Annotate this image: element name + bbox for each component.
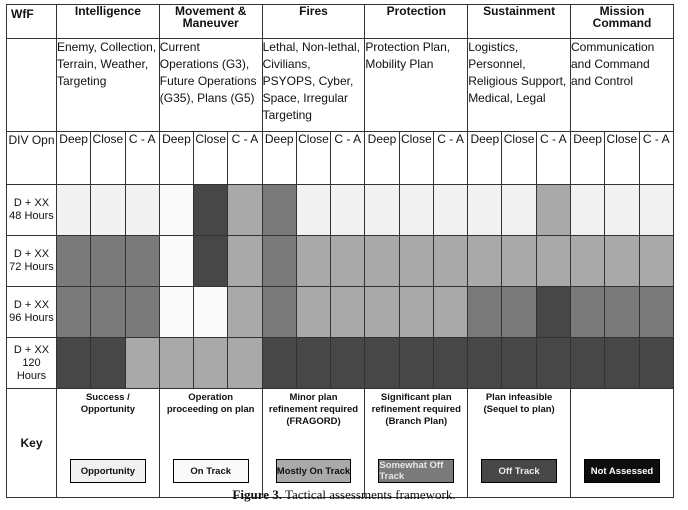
status-cell-mostly-on-track [159, 338, 193, 389]
status-cell-opportunity [468, 185, 502, 236]
sustainment-description: Logistics, Personnel, Religious Support, Medical, Legal [468, 39, 571, 132]
sub-column-close-header: Close [194, 132, 228, 185]
status-cell-opportunity [433, 185, 467, 236]
time-row [7, 185, 674, 236]
status-cell-opportunity [331, 185, 365, 236]
status-cell-opportunity [502, 185, 536, 236]
status-cell-opportunity [125, 185, 159, 236]
status-cell-off-track [194, 185, 228, 236]
status-cell-off-track [536, 287, 570, 338]
status-cell-opportunity [91, 185, 125, 236]
sub-column-deep-header: Deep [57, 132, 91, 185]
status-cell-opportunity [296, 185, 330, 236]
status-cell-mostly-on-track [228, 236, 262, 287]
key-caption: Plan infeasible (Sequel to plan) [483, 392, 555, 415]
status-cell-mostly-on-track [194, 338, 228, 389]
key-label: Key [7, 389, 57, 498]
status-cell-somewhat-off-track [57, 236, 91, 287]
wff-intelligence-header: Intelligence [57, 5, 160, 39]
status-cell-on-track [159, 287, 193, 338]
sub-column-deep-header: Deep [365, 132, 399, 185]
status-cell-off-track [262, 338, 296, 389]
status-cell-off-track [570, 338, 604, 389]
status-cell-mostly-on-track [365, 236, 399, 287]
wff-sustainment-header: Sustainment [468, 5, 571, 39]
key-caption: Success / Opportunity [80, 392, 136, 415]
status-cell-somewhat-off-track [468, 287, 502, 338]
status-cell-somewhat-off-track [262, 236, 296, 287]
key-caption: Operation proceeding on plan [166, 392, 255, 415]
sub-column-row [7, 132, 674, 185]
wff-description-row [7, 39, 674, 132]
status-cell-off-track [433, 338, 467, 389]
status-cell-mostly-on-track [331, 287, 365, 338]
status-cell-mostly-on-track [331, 236, 365, 287]
status-cell-off-track [91, 338, 125, 389]
status-cell-off-track [605, 338, 639, 389]
status-cell-off-track [639, 338, 673, 389]
figure-number: Figure 3. [232, 487, 282, 502]
status-cell-opportunity [570, 185, 604, 236]
status-cell-mostly-on-track [228, 338, 262, 389]
key-swatch-somewhat-off-track: Somewhat Off Track [378, 459, 454, 483]
status-cell-mostly-on-track [639, 236, 673, 287]
time-row [7, 287, 674, 338]
key-item-off-track [468, 389, 571, 498]
status-cell-somewhat-off-track [570, 287, 604, 338]
status-cell-somewhat-off-track [57, 287, 91, 338]
key-caption: Significant plan refinement required (Branch Plan) [371, 392, 461, 427]
status-cell-on-track [159, 236, 193, 287]
movement-maneuver-description: Current Operations (G3), Future Operations (G35), Plans (G5) [159, 39, 262, 132]
sub-column-deep-header: Deep [159, 132, 193, 185]
key-item-not-assessed [570, 389, 673, 498]
figure-caption [0, 487, 688, 503]
key-swatch-off-track: Off Track [481, 459, 557, 483]
time-label: D + XX 96 Hours [7, 287, 57, 338]
sub-column-deep-header: Deep [262, 132, 296, 185]
status-cell-mostly-on-track [228, 287, 262, 338]
sub-column-deep-header: Deep [570, 132, 604, 185]
key-swatch-opportunity: Opportunity [70, 459, 146, 483]
status-cell-off-track [468, 338, 502, 389]
status-cell-mostly-on-track [570, 236, 604, 287]
status-cell-opportunity [605, 185, 639, 236]
sub-column-ca-header: C - A [125, 132, 159, 185]
key-item-on-track [159, 389, 262, 498]
sub-column-close-header: Close [605, 132, 639, 185]
status-cell-mostly-on-track [433, 287, 467, 338]
sub-column-close-header: Close [91, 132, 125, 185]
fires-description: Lethal, Non-lethal, Civilians, PSYOPS, Cyber, Space, Irregular Targeting [262, 39, 365, 132]
status-cell-mostly-on-track [228, 185, 262, 236]
status-cell-opportunity [399, 185, 433, 236]
key-item-opportunity [57, 389, 160, 498]
status-cell-opportunity [365, 185, 399, 236]
status-cell-mostly-on-track [296, 236, 330, 287]
description-corner-cell [7, 39, 57, 132]
status-cell-somewhat-off-track [262, 287, 296, 338]
status-cell-on-track [159, 185, 193, 236]
sub-column-ca-header: C - A [536, 132, 570, 185]
key-caption: Minor plan refinement required (FRAGORD) [268, 392, 359, 427]
sub-column-ca-header: C - A [433, 132, 467, 185]
figure-title: Tactical assessments framework. [285, 487, 456, 502]
key-item-mostly-on-track [262, 389, 365, 498]
status-cell-mostly-on-track [536, 185, 570, 236]
status-cell-somewhat-off-track [502, 287, 536, 338]
status-cell-off-track [399, 338, 433, 389]
status-cell-mostly-on-track [296, 287, 330, 338]
status-cell-off-track [331, 338, 365, 389]
sub-column-ca-header: C - A [228, 132, 262, 185]
time-label: D + XX 72 Hours [7, 236, 57, 287]
key-item-somewhat-off-track [365, 389, 468, 498]
sub-column-ca-header: C - A [639, 132, 673, 185]
status-cell-off-track [194, 236, 228, 287]
assessment-table [6, 4, 674, 498]
key-swatch-not-assessed: Not Assessed [584, 459, 660, 483]
protection-description: Protection Plan, Mobility Plan [365, 39, 468, 132]
wff-fires-header: Fires [262, 5, 365, 39]
intelligence-description: Enemy, Collection, Terrain, Weather, Targeting [57, 39, 160, 132]
wff-corner-label: WfF [7, 5, 57, 39]
status-cell-mostly-on-track [433, 236, 467, 287]
status-cell-mostly-on-track [365, 287, 399, 338]
assessment-grid [7, 185, 674, 389]
status-cell-off-track [502, 338, 536, 389]
status-cell-somewhat-off-track [639, 287, 673, 338]
status-cell-mostly-on-track [468, 236, 502, 287]
status-cell-opportunity [639, 185, 673, 236]
key-swatch-on-track: On Track [173, 459, 249, 483]
key-swatch-mostly-on-track: Mostly On Track [276, 459, 352, 483]
status-cell-mostly-on-track [125, 338, 159, 389]
status-cell-somewhat-off-track [262, 185, 296, 236]
wff-mission-command-header: Mission Command [570, 5, 673, 39]
status-cell-somewhat-off-track [91, 287, 125, 338]
status-cell-mostly-on-track [399, 287, 433, 338]
status-cell-opportunity [57, 185, 91, 236]
status-cell-mostly-on-track [502, 236, 536, 287]
status-cell-mostly-on-track [399, 236, 433, 287]
status-cell-off-track [536, 338, 570, 389]
status-cell-mostly-on-track [605, 236, 639, 287]
status-cell-somewhat-off-track [125, 236, 159, 287]
time-row [7, 338, 674, 389]
status-cell-off-track [296, 338, 330, 389]
div-opn-label: DIV Opn [7, 132, 57, 185]
sub-column-close-header: Close [296, 132, 330, 185]
status-cell-mostly-on-track [536, 236, 570, 287]
status-cell-off-track [57, 338, 91, 389]
wff-protection-header: Protection [365, 5, 468, 39]
status-cell-off-track [365, 338, 399, 389]
time-row [7, 236, 674, 287]
mission-command-description: Communication and Command and Control [570, 39, 673, 132]
status-cell-somewhat-off-track [605, 287, 639, 338]
time-label: D + XX 48 Hours [7, 185, 57, 236]
sub-column-ca-header: C - A [331, 132, 365, 185]
sub-column-deep-header: Deep [468, 132, 502, 185]
sub-column-close-header: Close [502, 132, 536, 185]
key-row [7, 389, 674, 498]
wff-movement-maneuver-header: Movement & Maneuver [159, 5, 262, 39]
sub-column-close-header: Close [399, 132, 433, 185]
status-cell-on-track [194, 287, 228, 338]
time-label: D + XX 120 Hours [7, 338, 57, 389]
status-cell-somewhat-off-track [125, 287, 159, 338]
wff-header-row [7, 5, 674, 39]
key-caption [571, 389, 673, 392]
status-cell-somewhat-off-track [91, 236, 125, 287]
